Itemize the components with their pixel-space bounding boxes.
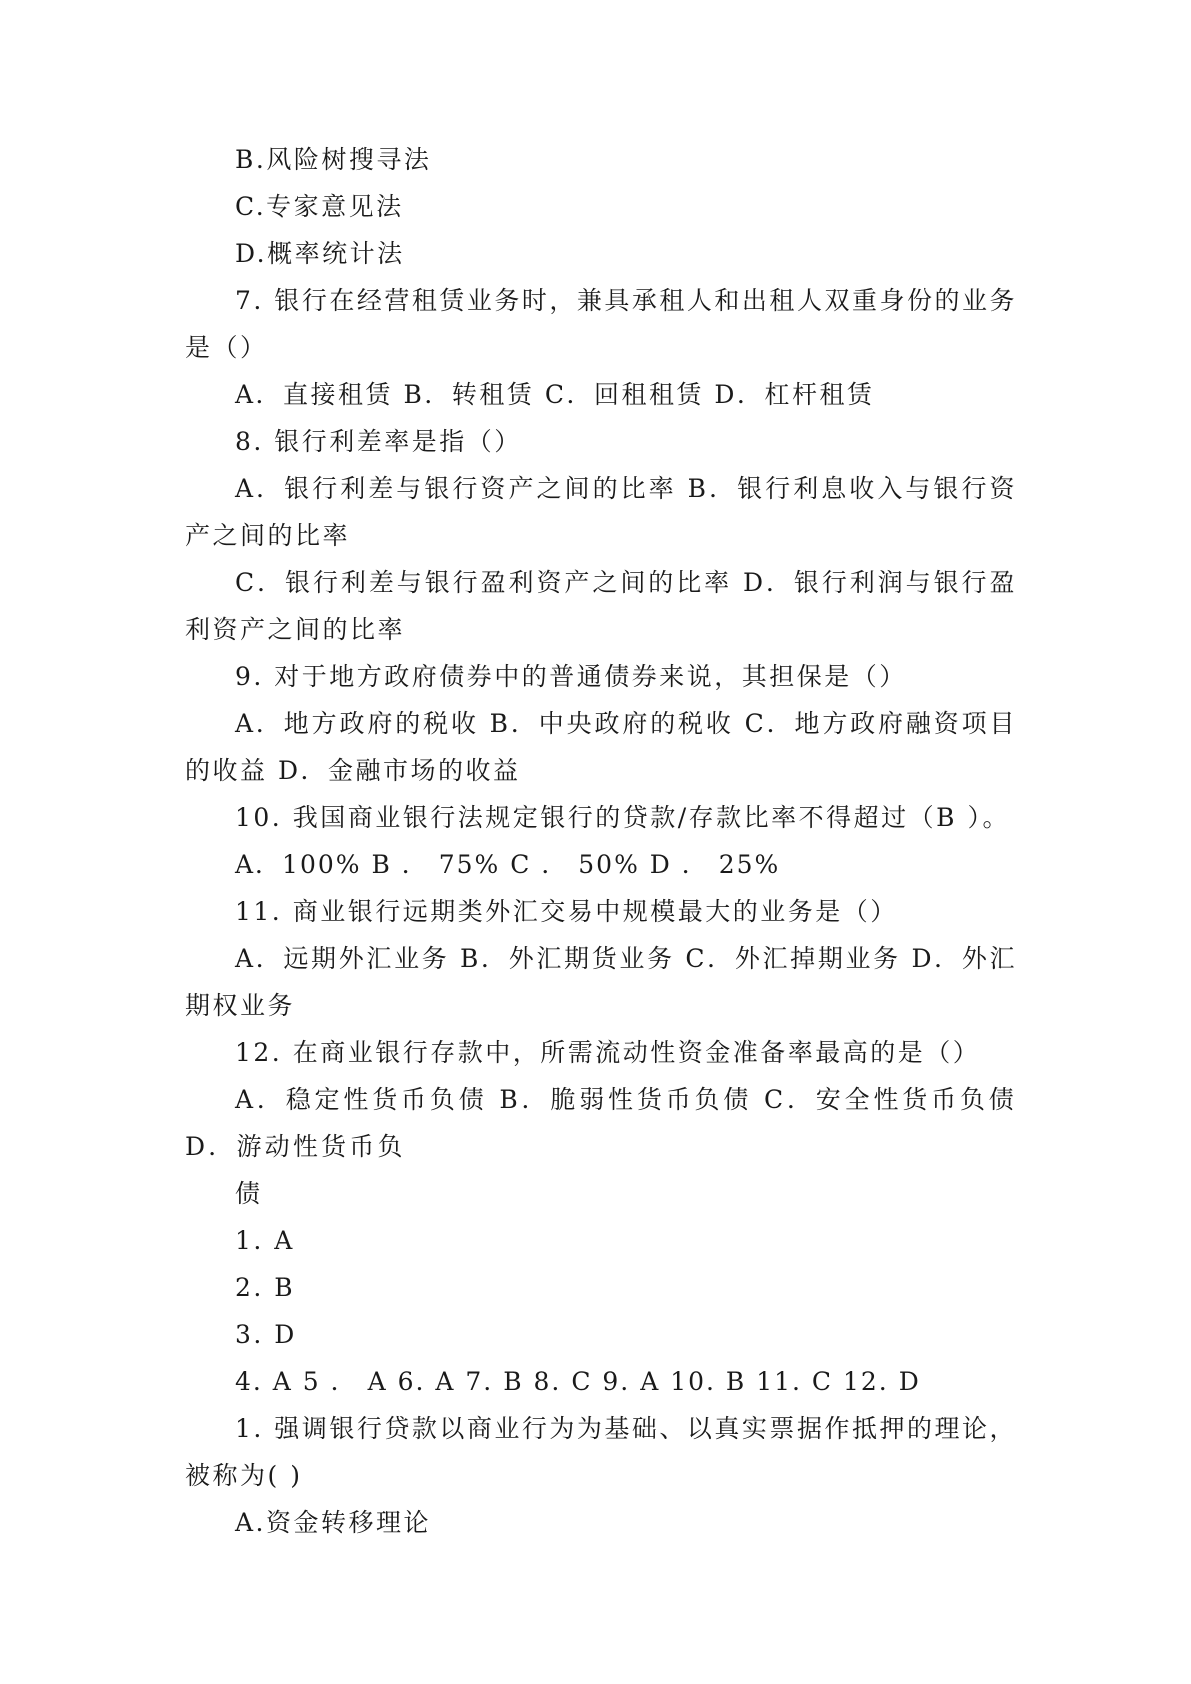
answer-1: 1. A	[235, 1226, 295, 1255]
question-12-options-tail: 债	[235, 1179, 263, 1208]
question-1-next-section: 1. 强调银行贷款以商业行为为基础、以真实票据作抵押的理论，被称为( )	[185, 1414, 1017, 1490]
question-8: 8. 银行利差率是指（）	[235, 427, 522, 456]
answer-3: 3. D	[235, 1320, 297, 1349]
question-8-options-ab: A．银行利差与银行资产之间的比率 B．银行利息收入与银行资产之间的比率	[185, 474, 1017, 550]
answer-2: 2. B	[235, 1273, 296, 1302]
question-12: 12. 在商业银行存款中，所需流动性资金准备率最高的是（）	[235, 1038, 981, 1067]
question-10: 10. 我国商业银行法规定银行的贷款/存款比率不得超过（B ）。	[235, 803, 1010, 832]
question-7: 7. 银行在经营租赁业务时，兼具承租人和出租人双重身份的业务是（）	[185, 286, 1017, 362]
question-9-options: A．地方政府的税收 B．中央政府的税收 C．地方政府融资项目的收益 D．金融市场的收益	[185, 709, 1017, 785]
option-c-expert-opinion: C.专家意见法	[235, 192, 404, 221]
question-7-options: A．直接租赁 B．转租赁 C．回租租赁 D．杠杆租赁	[235, 380, 875, 409]
question-1-option-a: A.资金转移理论	[235, 1508, 432, 1537]
option-b-risk-tree: B.风险树搜寻法	[235, 145, 432, 174]
answers-4-to-12: 4. A 5 ． A 6. A 7. B 8. C 9. A 10. B 11. C 12. D	[235, 1367, 921, 1396]
question-12-options: A．稳定性货币负债 B．脆弱性货币负债 C．安全性货币负债 D．游动性货币负	[185, 1085, 1017, 1161]
document-page	[185, 136, 1017, 1546]
question-10-options: A．100% B ． 75% C ． 50% D ． 25%	[235, 850, 781, 879]
question-9: 9. 对于地方政府债券中的普通债券来说，其担保是（）	[235, 662, 907, 691]
question-11-options: A．远期外汇业务 B．外汇期货业务 C．外汇掉期业务 D．外汇期权业务	[185, 944, 1017, 1020]
option-d-probability-statistics: D.概率统计法	[235, 239, 405, 268]
question-11: 11. 商业银行远期类外汇交易中规模最大的业务是（）	[235, 897, 898, 926]
question-8-options-cd: C．银行利差与银行盈利资产之间的比率 D．银行利润与银行盈利资产之间的比率	[185, 568, 1017, 644]
